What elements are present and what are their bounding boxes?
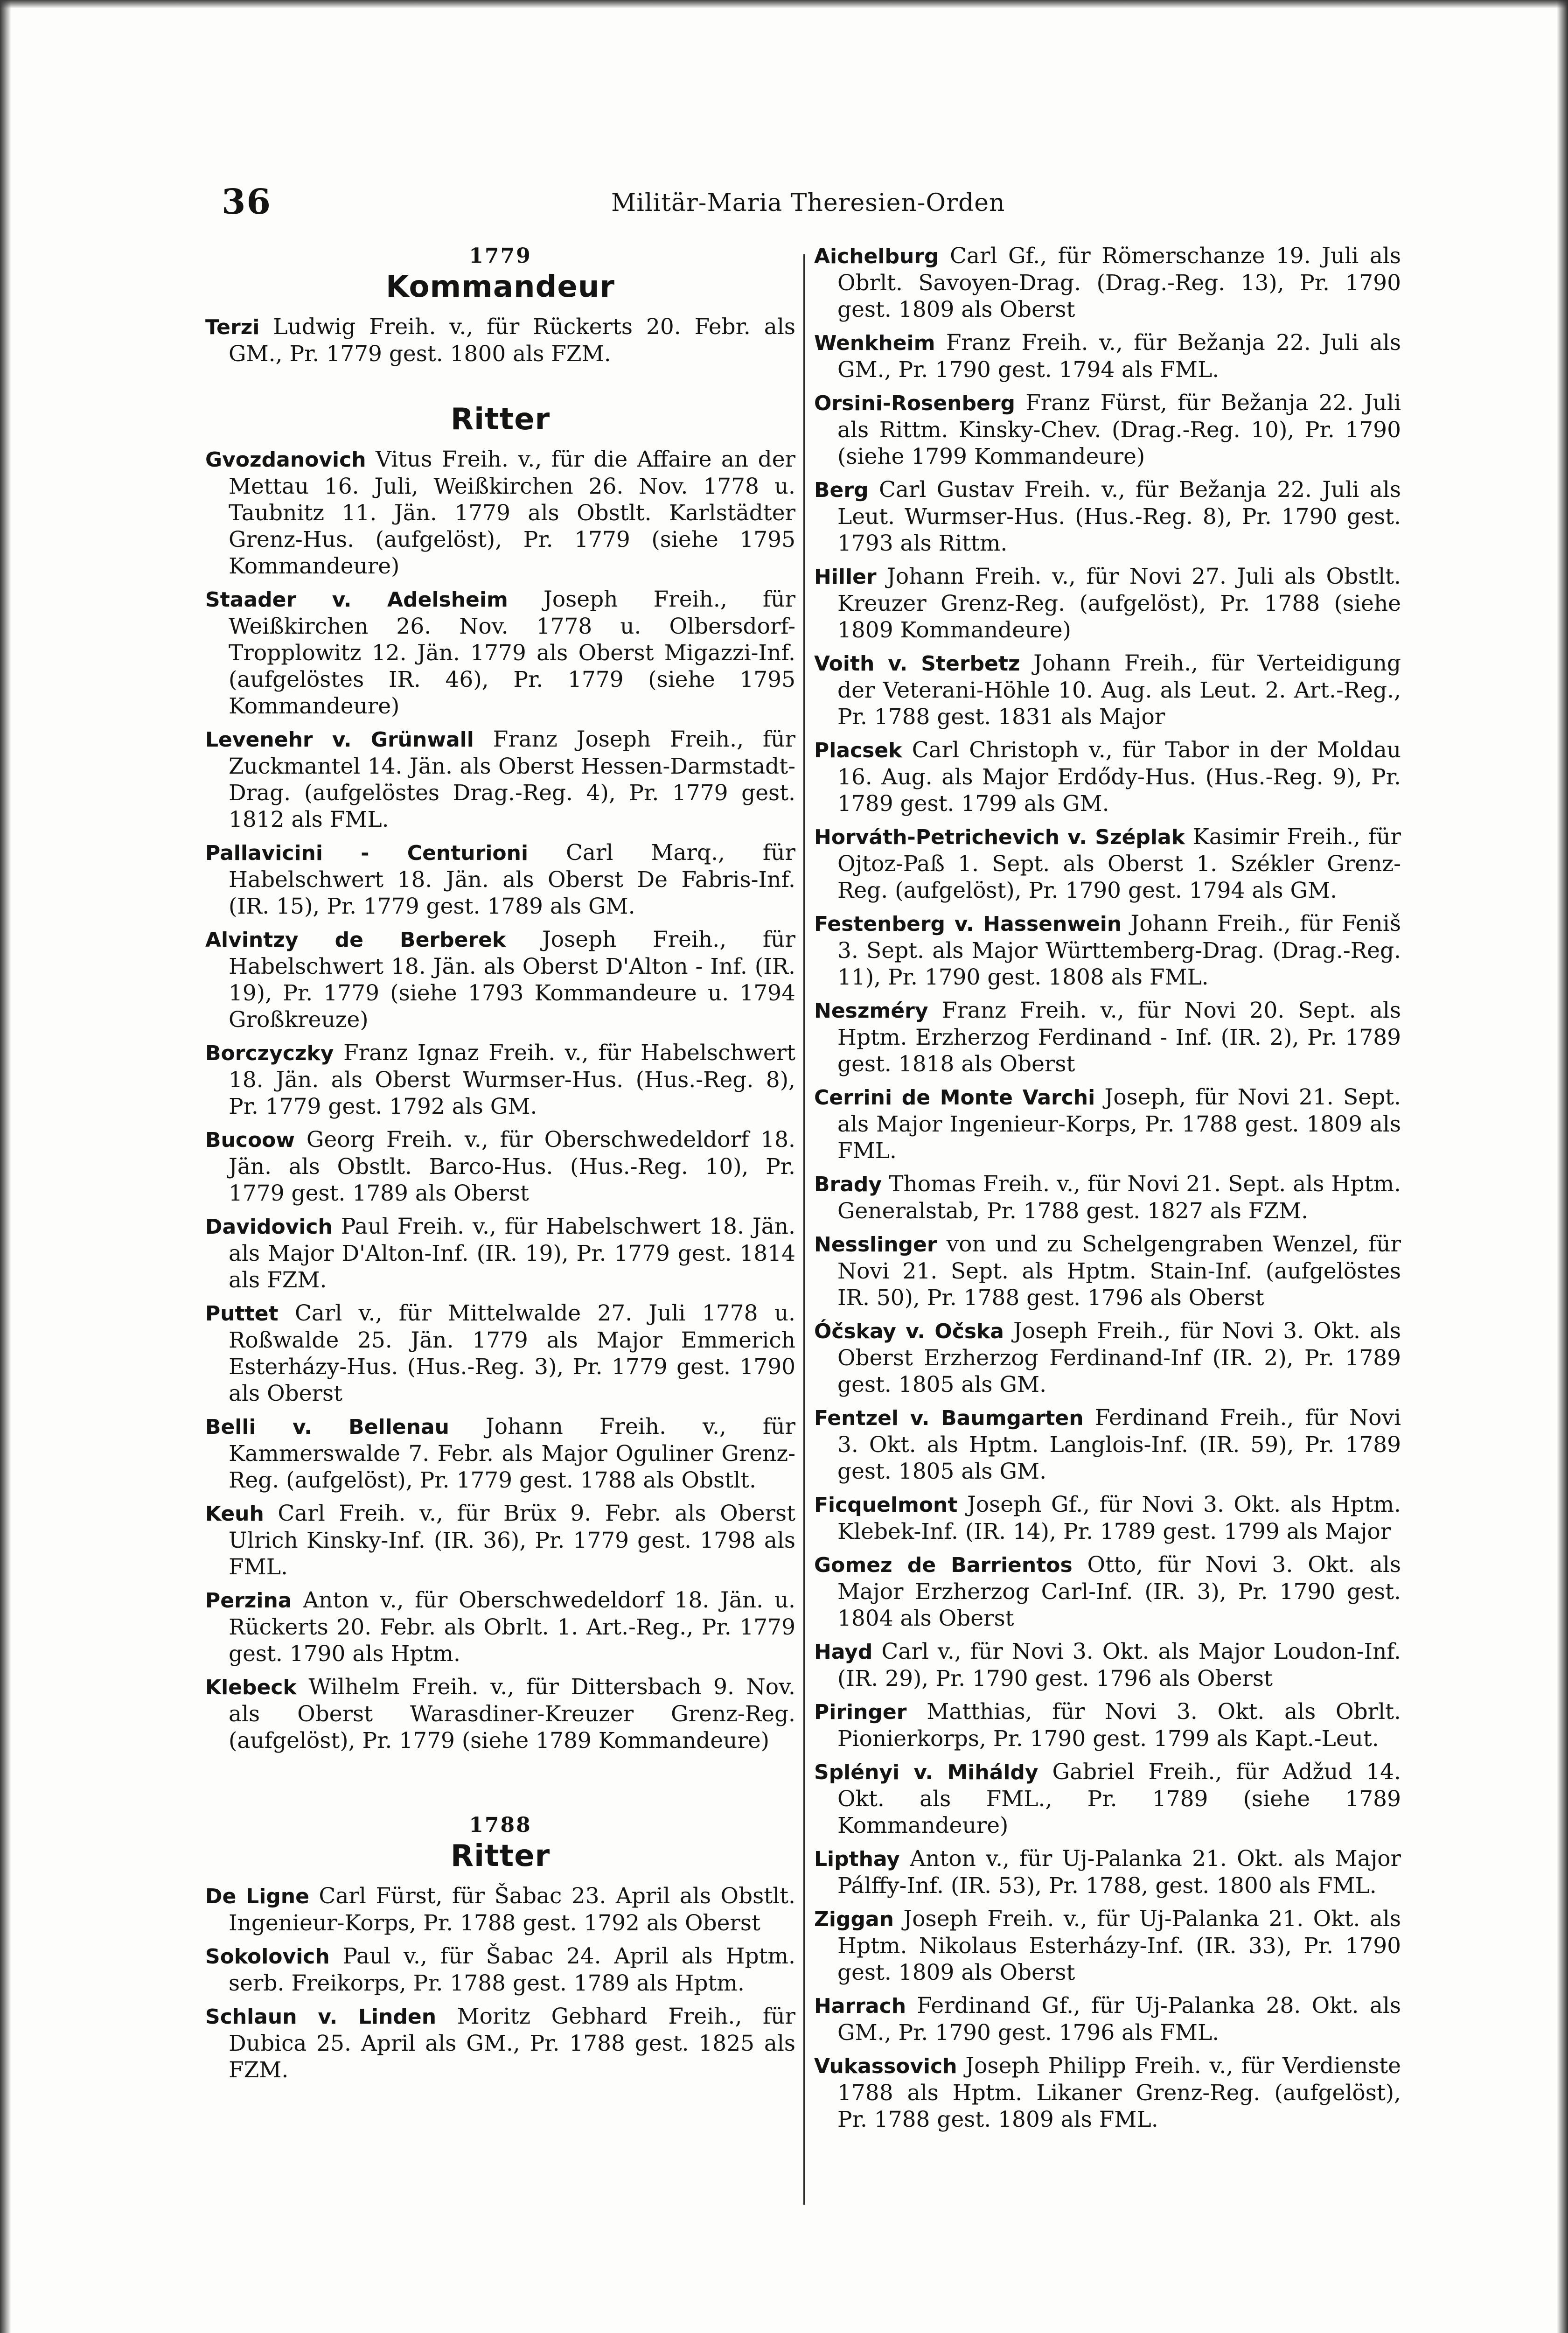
entry-text: Franz Joseph Freih., für Zuckmantel 14. Jän. als Oberst Hessen-Darmstadt-Drag. (aufgelöstes Drag.-Reg. 4), Pr. 1779 gest. 1812 als FML.	[229, 726, 795, 832]
entry-text: Carl Freih. v., für Brüx 9. Febr. als Oberst Ulrich Kinsky-Inf. (IR. 36), Pr. 1779 gest. 1798 als FML.	[229, 1501, 795, 1580]
entry-surname: Sokolovich	[205, 1945, 330, 1969]
entry-surname: Keuh	[205, 1502, 264, 1526]
entry-text: Franz Fürst, für Bežanja 22. Juli als Rittm. Kinsky-Chev. (Drag.-Reg. 10), Pr. 1790 (siehe 1799 Kommandeure)	[837, 390, 1401, 469]
order-entry	[814, 737, 1401, 817]
order-entry	[814, 476, 1401, 557]
entry-surname: Orsini-Rosenberg	[814, 391, 1016, 415]
entry-surname: Nesslinger	[814, 1233, 937, 1257]
order-entry	[814, 390, 1401, 470]
entry-surname: Terzi	[205, 315, 260, 339]
entry-text: Joseph Freih., für Novi 3. Okt. als Oberst Erzherzog Ferdinand-Inf (IR. 2), Pr. 1789 gest. 1805 als GM.	[837, 1318, 1401, 1397]
entry-surname: Hiller	[814, 565, 877, 589]
order-entry	[205, 1500, 795, 1580]
column-divider	[803, 254, 805, 2205]
entry-text: Carl Gf., für Römerschanze 19. Juli als Obrlt. Savoyen-Drag. (Drag.-Reg. 13), Pr. 1790 gest. 1809 als Oberst	[837, 243, 1401, 322]
entry-text: Moritz Gebhard Freih., für Dubica 25. April als GM., Pr. 1788 gest. 1825 als FZM.	[229, 2004, 795, 2083]
order-entry	[205, 1587, 795, 1667]
entry-surname: Borczyczky	[205, 1041, 334, 1065]
entry-surname: Placsek	[814, 739, 902, 762]
entry-text: Franz Ignaz Freih. v., für Habelschwert 18. Jän. als Oberst Wurmser-Hus. (Hus.-Reg. 8), Pr. 1779 gest. 1792 als GM.	[229, 1040, 795, 1119]
entry-surname: Ziggan	[814, 1907, 894, 1931]
order-entry	[205, 926, 795, 1033]
order-entry	[814, 1698, 1401, 1752]
order-entry	[814, 1491, 1401, 1545]
entry-surname: Fentzel v. Baumgarten	[814, 1406, 1084, 1430]
year-heading-1788: 1788	[469, 1813, 532, 1837]
entry-surname: Gomez de Barrientos	[814, 1553, 1073, 1577]
entry-text: Anton v., für Oberschwedeldorf 18. Jän. u. Rückerts 20. Febr. als Obrlt. 1. Art.-Reg., Pr. 1779 gest. 1790 als Hptm.	[229, 1587, 795, 1667]
entry-text: Joseph Philipp Freih. v., für Verdienste 1788 als Hptm. Likaner Grenz-Reg. (aufgelöst), Pr. 1788 gest. 1809 als FML.	[837, 2053, 1401, 2132]
section-heading-ritter-1788: Ritter	[450, 1839, 551, 1873]
order-entry	[205, 1883, 795, 1936]
year-heading-1779: 1779	[469, 244, 532, 268]
entry-text: Carl v., für Novi 3. Okt. als Major Loudon-Inf. (IR. 29), Pr. 1790 gest. 1796 als Oberst	[837, 1639, 1401, 1691]
order-entry	[205, 1126, 795, 1207]
spacer	[205, 374, 795, 406]
entry-text: Carl Marq., für Habelschwert 18. Jän. als Oberst De Fabris-Inf. (IR. 15), Pr. 1779 gest. 1789 als GM.	[229, 840, 795, 919]
spacer	[205, 1760, 795, 1812]
right-column	[814, 243, 1401, 2139]
entry-surname: Horváth-Petrichevich v. Széplak	[814, 825, 1185, 849]
entry-text: Joseph, für Novi 21. Sept. als Major Ingenieur-Korps, Pr. 1788 gest. 1809 als FML.	[837, 1084, 1401, 1164]
entry-text: Joseph Freih. v., für Uj-Palanka 21. Okt. als Hptm. Nikolaus Esterházy-Inf. (IR. 33), Pr. 1790 gest. 1809 als Oberst	[837, 1906, 1401, 1985]
entry-surname: Brady	[814, 1173, 882, 1196]
entry-text: Carl Gustav Freih. v., für Bežanja 22. Juli als Leut. Wurmser-Hus. (Hus.-Reg. 8), Pr. 1790 gest. 1793 als Rittm.	[837, 477, 1401, 556]
entry-text: Joseph Freih., für Weißkirchen 26. Nov. 1778 u. Olbersdorf-Tropplowitz 12. Jän. 1779 als Oberst Migazzi-Inf. (aufgelöstes IR. 46), Pr. 1779 (siehe 1795 Kommandeure)	[229, 587, 795, 719]
order-entry	[814, 563, 1401, 643]
entry-surname: Klebeck	[205, 1676, 297, 1699]
entry-surname: Wenkheim	[814, 331, 935, 355]
entry-surname: Ficquelmont	[814, 1493, 958, 1517]
order-entry	[814, 650, 1401, 730]
entry-text: Anton v., für Uj-Palanka 21. Okt. als Major Pálffy-Inf. (IR. 53), Pr. 1788, gest. 1800 als FML.	[837, 1846, 1401, 1899]
order-entry	[814, 1171, 1401, 1224]
order-entry	[814, 997, 1401, 1077]
order-entry	[814, 2053, 1401, 2133]
entry-text: Carl Christoph v., für Tabor in der Moldau 16. Aug. als Major Erdődy-Hus. (Hus.-Reg. 9), Pr. 1789 gest. 1799 als GM.	[837, 737, 1401, 817]
entry-surname: Gvozdanovich	[205, 448, 366, 472]
entry-surname: Belli v. Bellenau	[205, 1415, 449, 1439]
order-entry	[205, 1213, 795, 1293]
entry-surname: Bucoow	[205, 1128, 295, 1152]
entry-text: Ferdinand Freih., für Novi 3. Okt. als Hptm. Langlois-Inf. (IR. 59), Pr. 1789 gest. 1805 als GM.	[837, 1405, 1401, 1484]
order-entry	[814, 243, 1401, 323]
order-entry	[205, 586, 795, 719]
entry-text: Joseph Freih., für Habelschwert 18. Jän. als Oberst D'Alton - Inf. (IR. 19), Pr. 1779 (siehe 1793 Kommandeure u. 1794 Großkreuze)	[229, 927, 795, 1033]
order-entry	[814, 1084, 1401, 1164]
ritter-continued-list	[814, 243, 1401, 2133]
entry-text: Johann Freih. v., für Kammerswalde 7. Febr. als Major Oguliner Grenz-Reg. (aufgelöst), Pr. 1779 gest. 1788 als Obstlt.	[229, 1414, 795, 1493]
entry-surname: Alvintzy de Berberek	[205, 928, 506, 952]
entry-text: Gabriel Freih., für Adžud 14. Okt. als FML., Pr. 1789 (siehe 1789 Kommandeure)	[837, 1759, 1401, 1838]
section-heading-kommandeur: Kommandeur	[386, 270, 615, 304]
order-entry	[205, 1674, 795, 1754]
entry-surname: Voith v. Sterbetz	[814, 652, 1020, 676]
order-entry	[814, 1231, 1401, 1311]
section-heading-ritter-1779: Ritter	[450, 402, 551, 437]
entry-text: Georg Freih. v., für Oberschwedeldorf 18. Jän. als Obstlt. Barco-Hus. (Hus.-Reg. 10), Pr. 1779 gest. 1789 als Oberst	[229, 1127, 795, 1206]
entry-surname: Levenehr v. Grünwall	[205, 728, 474, 752]
entry-text: Carl Fürst, für Šabac 23. April als Obstlt. Ingenieur-Korps, Pr. 1788 gest. 1792 als Oberst	[229, 1883, 795, 1936]
order-entry	[814, 329, 1401, 383]
entry-surname: Perzina	[205, 1589, 292, 1613]
entry-text: Joseph Gf., für Novi 3. Okt. als Hptm. Klebek-Inf. (IR. 14), Pr. 1789 gest. 1799 als Major	[837, 1492, 1401, 1544]
entry-surname: Lipthay	[814, 1847, 900, 1871]
order-entry	[205, 1300, 795, 1407]
entry-surname: Festenberg v. Hassenwein	[814, 912, 1122, 936]
scan-edge-top	[0, 0, 1568, 8]
page-number: 36	[222, 182, 272, 222]
order-entry	[814, 1992, 1401, 2046]
entry-surname: Staader v. Adelsheim	[205, 588, 508, 612]
entry-text: Paul Freih. v., für Habelschwert 18. Jän. als Major D'Alton-Inf. (IR. 19), Pr. 1779 gest. 1814 als FZM.	[229, 1214, 795, 1293]
entry-text: Wilhelm Freih. v., für Dittersbach 9. Nov. als Oberst Warasdiner-Kreuzer Grenz-Reg. (aufgelöst), Pr. 1779 (siehe 1789 Kommandeure)	[229, 1674, 795, 1753]
entry-text: von und zu Schelgengraben Wenzel, für Novi 21. Sept. als Hptm. Stain-Inf. (aufgelöstes IR. 50), Pr. 1788 gest. 1796 als Oberst	[837, 1231, 1401, 1311]
entry-text: Johann Freih., für Verteidigung der Veterani-Höhle 10. Aug. als Leut. 2. Art.-Reg., Pr. 1788 gest. 1831 als Major	[837, 650, 1401, 730]
entry-surname: Aichelburg	[814, 244, 939, 268]
entry-text: Franz Freih. v., für Novi 20. Sept. als Hptm. Erzherzog Ferdinand - Inf. (IR. 2), Pr. 1789 gest. 1818 als Oberst	[837, 998, 1401, 1077]
entry-text: Paul v., für Šabac 24. April als Hptm. serb. Freikorps, Pr. 1788 gest. 1789 als Hptm.	[229, 1943, 795, 1996]
entry-text: Johann Freih., für Feniš 3. Sept. als Major Württemberg-Drag. (Drag.-Reg. 11), Pr. 1790 gest. 1808 als FML.	[837, 911, 1401, 990]
ritter-1788-list	[205, 1883, 795, 2083]
entry-surname: Neszméry	[814, 999, 928, 1023]
entry-surname: Pallavicini - Centurioni	[205, 841, 529, 865]
entry-surname: Harrach	[814, 1994, 906, 2018]
order-entry	[205, 839, 795, 920]
entry-surname: Schlaun v. Linden	[205, 2005, 437, 2029]
entry-text: Vitus Freih. v., für die Affaire an der Mettau 16. Juli, Weißkirchen 26. Nov. 1778 u. Taubnitz 11. Jän. 1779 als Obstlt. Karlstädter Grenz-Hus. (aufgelöst), Pr. 1779 (siehe 1795 Kommandeure)	[229, 447, 795, 579]
order-entry	[814, 1404, 1401, 1485]
left-column	[205, 243, 795, 2090]
entry-text: Matthias, für Novi 3. Okt. als Obrlt. Pionierkorps, Pr. 1790 gest. 1799 als Kapt.-Leut.	[837, 1699, 1401, 1752]
ritter-1779-list	[205, 446, 795, 1754]
order-entry	[814, 910, 1401, 991]
entry-text: Ferdinand Gf., für Uj-Palanka 28. Okt. als GM., Pr. 1790 gest. 1796 als FML.	[837, 1993, 1401, 2046]
order-entry	[205, 314, 795, 367]
order-entry	[205, 2003, 795, 2083]
entry-text: Thomas Freih. v., für Novi 21. Sept. als Hptm. Generalstab, Pr. 1788 gest. 1827 als FZM.	[837, 1171, 1401, 1224]
entry-surname: Davidovich	[205, 1215, 333, 1239]
entry-surname: Vukassovich	[814, 2054, 957, 2078]
entry-surname: Cerrini de Monte Varchi	[814, 1086, 1095, 1110]
entry-surname: Piringer	[814, 1700, 907, 1724]
scan-edge-right	[1557, 0, 1568, 2333]
order-entry	[205, 726, 795, 833]
entry-surname: De Ligne	[205, 1885, 309, 1908]
entry-surname: Hayd	[814, 1640, 873, 1664]
kommandeur-list	[205, 314, 795, 367]
entry-text: Ludwig Freih. v., für Rückerts 20. Febr. als GM., Pr. 1779 gest. 1800 als FZM.	[229, 314, 795, 367]
order-entry	[205, 1943, 795, 1997]
scan-edge-left	[0, 0, 11, 2333]
entry-text: Franz Freih. v., für Bežanja 22. Juli als GM., Pr. 1790 gest. 1794 als FML.	[837, 330, 1401, 383]
order-entry	[814, 1638, 1401, 1692]
order-entry	[814, 1906, 1401, 1986]
order-entry	[205, 1040, 795, 1120]
entry-surname: Puttet	[205, 1302, 279, 1326]
order-entry	[205, 446, 795, 580]
entry-text: Carl v., für Mittelwalde 27. Juli 1778 u. Roßwalde 25. Jän. 1779 als Major Emmerich Esterházy-Hus. (Hus.-Reg. 3), Pr. 1779 gest. 1790 als Oberst	[229, 1300, 795, 1406]
order-entry	[814, 1318, 1401, 1398]
order-entry	[205, 1413, 795, 1494]
entry-surname: Splényi v. Miháldy	[814, 1760, 1038, 1784]
entry-text: Otto, für Novi 3. Okt. als Major Erzherzog Carl-Inf. (IR. 3), Pr. 1790 gest. 1804 als Oberst	[837, 1552, 1401, 1631]
order-entry	[814, 1551, 1401, 1632]
order-entry	[814, 824, 1401, 904]
entry-text: Kasimir Freih., für Ojtoz-Paß 1. Sept. als Oberst 1. Székler Grenz-Reg. (aufgelöst), Pr. 1790 gest. 1794 als GM.	[837, 824, 1401, 903]
running-title: Militär-Maria Theresien-Orden	[611, 189, 1005, 217]
order-entry	[814, 1845, 1401, 1899]
entry-surname: Berg	[814, 478, 869, 502]
entry-text: Johann Freih. v., für Novi 27. Juli als Obstlt. Kreuzer Grenz-Reg. (aufgelöst), Pr. 1788 (siehe 1809 Kommandeure)	[837, 564, 1401, 643]
entry-surname: Óčskay v. Očska	[814, 1320, 1004, 1343]
order-entry	[814, 1759, 1401, 1839]
